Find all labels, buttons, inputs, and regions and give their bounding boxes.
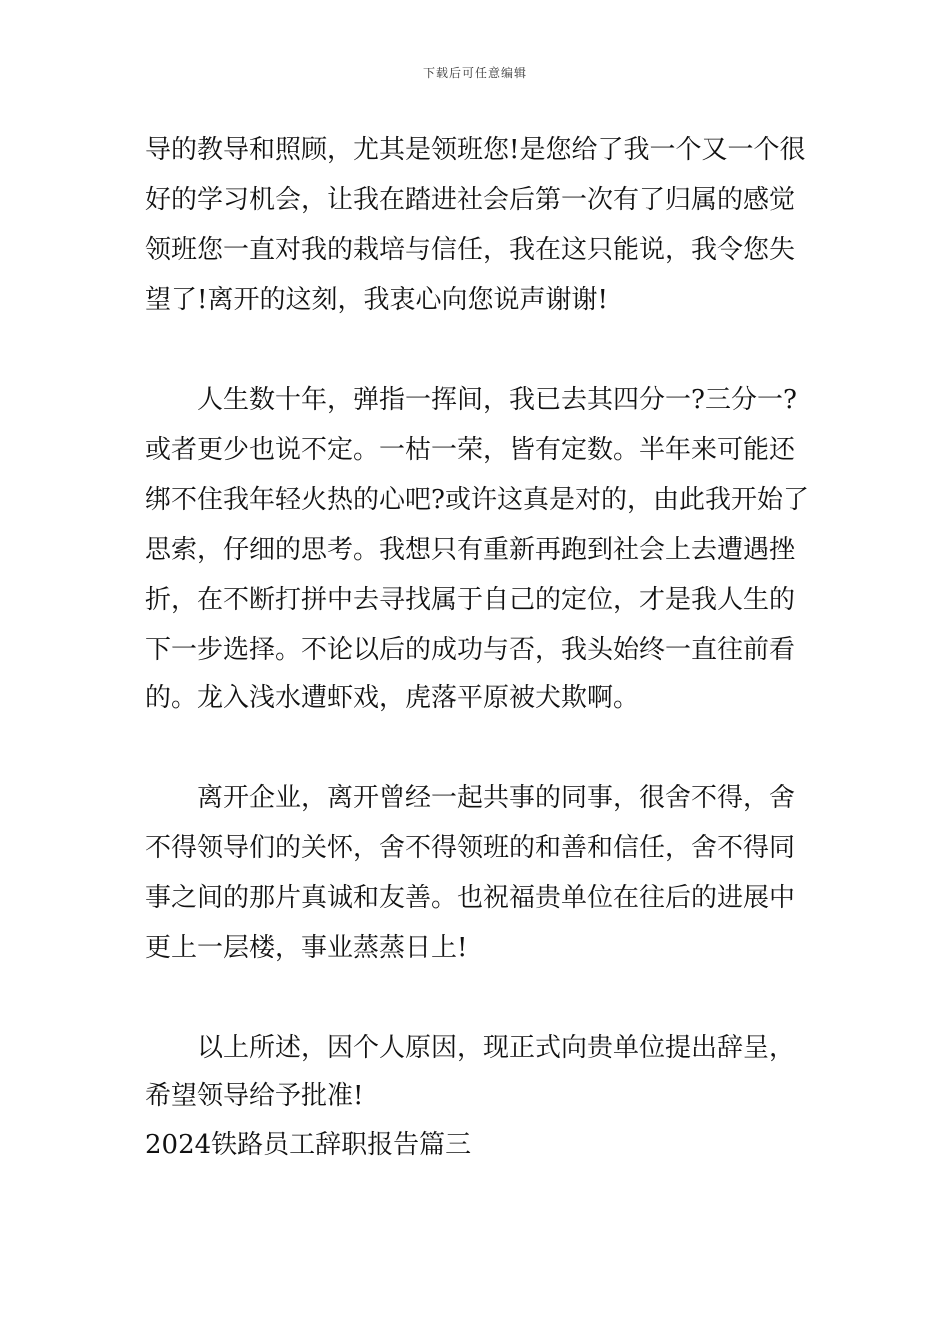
text-line: 思索，仔细的思考。我想只有重新再跑到社会上去遭遇挫 xyxy=(145,535,796,565)
text-line: 事之间的那片真诚和友善。也祝福贵单位在往后的进展中 xyxy=(145,883,796,913)
section-heading: 2024铁路员工辞职报告篇三 xyxy=(145,1130,472,1160)
text-line: 不得领导们的关怀，舍不得领班的和善和信任，舍不得同 xyxy=(145,833,796,863)
text-line: 离开企业，离开曾经一起共事的同事，很舍不得，舍 xyxy=(145,783,796,813)
text-line: 折，在不断打拼中去寻找属于自己的定位，才是我人生的 xyxy=(145,585,796,615)
text-line: 好的学习机会，让我在踏进社会后第一次有了归属的感觉 xyxy=(145,185,796,215)
text-line: 下一步选择。不论以后的成功与否，我头始终一直往前看 xyxy=(145,635,796,665)
text-line: 更上一层楼，事业蒸蒸日上! xyxy=(145,933,468,963)
text-line: 的。龙入浅水遭虾戏，虎落平原被犬欺啊。 xyxy=(145,683,640,713)
text-line: 领班您一直对我的栽培与信任，我在这只能说，我令您失 xyxy=(145,235,796,265)
text-line: 或者更少也说不定。一枯一荣，皆有定数。半年来可能还 xyxy=(145,435,796,465)
text-line: 导的教导和照顾，尤其是领班您!是您给了我一个又一个很 xyxy=(145,135,806,165)
text-line: 希望领导给予批准! xyxy=(145,1081,364,1111)
text-line: 人生数十年，弹指一挥间，我已去其四分一?三分一? xyxy=(145,385,797,415)
page-header-note: 下载后可任意编辑 xyxy=(422,66,527,80)
text-line: 绑不住我年轻火热的心吧?或许这真是对的，由此我开始了 xyxy=(145,485,809,515)
text-line: 望了!离开的这刻，我衷心向您说声谢谢! xyxy=(145,285,608,315)
text-line: 以上所述，因个人原因，现正式向贵单位提出辞呈， xyxy=(145,1033,796,1063)
